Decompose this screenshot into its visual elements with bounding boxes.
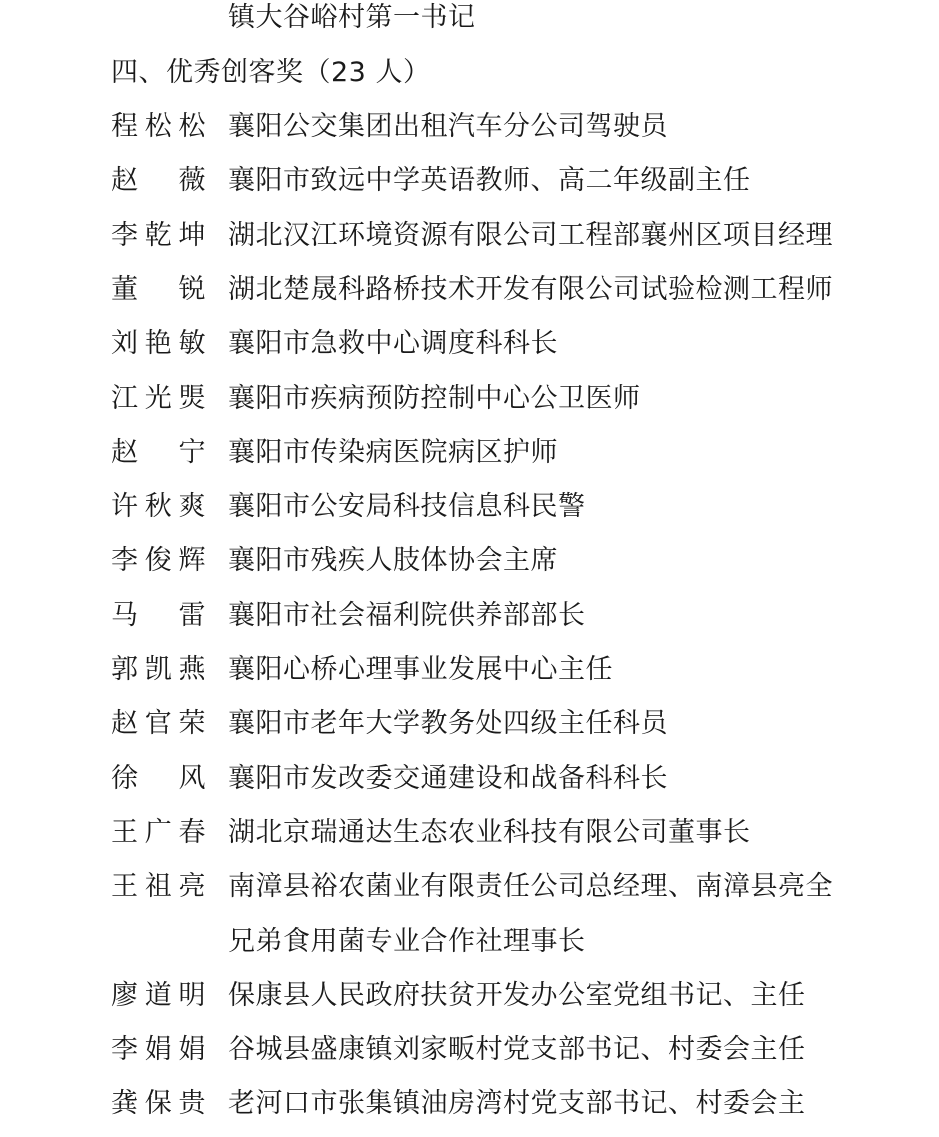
person-name: 龚 保 贵 <box>111 1088 206 1119</box>
continuation-line <box>228 0 476 36</box>
person-name: 郭 凯 燕 <box>111 654 206 685</box>
person-name: 赵 薇 <box>111 165 206 196</box>
person-title: 襄阳市老年大学教务处四级主任科员 <box>228 708 668 739</box>
person-name: 江 光 煚 <box>111 383 206 414</box>
person-title: 襄阳市公安局科技信息科民警 <box>228 491 586 522</box>
person-name: 李 娟 娟 <box>111 1034 206 1065</box>
person-name: 许 秋 爽 <box>111 491 206 522</box>
person-name: 王 祖 亮 <box>111 871 206 902</box>
section-heading-text: 四、优秀创客奖（23 人） <box>111 57 431 88</box>
person-name: 马 雷 <box>111 600 206 631</box>
person-title: 南漳县裕农菌业有限责任公司总经理、南漳县亮全 <box>228 871 833 902</box>
person-title: 襄阳市致远中学英语教师、高二年级副主任 <box>228 165 751 196</box>
person-title: 湖北楚晟科路桥技术开发有限公司试验检测工程师 <box>228 274 833 305</box>
person-name: 王 广 春 <box>111 817 206 848</box>
person-title: 谷城县盛康镇刘家畈村党支部书记、村委会主任 <box>228 1034 806 1065</box>
person-name: 廖 道 明 <box>111 980 206 1011</box>
person-name: 程 松 松 <box>111 111 206 142</box>
person-title: 襄阳市残疾人肢体协会主席 <box>228 545 558 576</box>
person-title: 襄阳市急救中心调度科科长 <box>228 328 558 359</box>
person-title: 湖北京瑞通达生态农业科技有限公司董事长 <box>228 817 751 848</box>
person-title: 襄阳市传染病医院病区护师 <box>228 437 558 468</box>
person-name: 徐 风 <box>111 763 206 794</box>
person-title: 襄阳公交集团出租汽车分公司驾驶员 <box>228 111 668 142</box>
person-name: 刘 艳 敏 <box>111 328 206 359</box>
person-title: 襄阳市疾病预防控制中心公卫医师 <box>228 383 641 414</box>
person-name: 李 乾 坤 <box>111 220 206 251</box>
person-name: 李 俊 辉 <box>111 545 206 576</box>
person-title: 襄阳心桥心理事业发展中心主任 <box>228 654 613 685</box>
person-name: 董 锐 <box>111 274 206 305</box>
person-name: 赵 官 荣 <box>111 708 206 739</box>
person-title: 老河口市张集镇油房湾村党支部书记、村委会主 <box>228 1088 806 1119</box>
continuation-text: 镇大谷峪村第一书记 <box>228 2 476 33</box>
person-title: 襄阳市社会福利院供养部部长 <box>228 600 586 631</box>
person-title: 保康县人民政府扶贫开发办公室党组书记、主任 <box>228 980 806 1011</box>
section-heading <box>111 55 430 91</box>
person-title: 湖北汉江环境资源有限公司工程部襄州区项目经理 <box>228 220 833 251</box>
person-name: 赵 宁 <box>111 437 206 468</box>
person-title-continued: 兄弟食用菌专业合作社理事长 <box>228 926 586 957</box>
person-title: 襄阳市发改委交通建设和战备科科长 <box>228 763 668 794</box>
